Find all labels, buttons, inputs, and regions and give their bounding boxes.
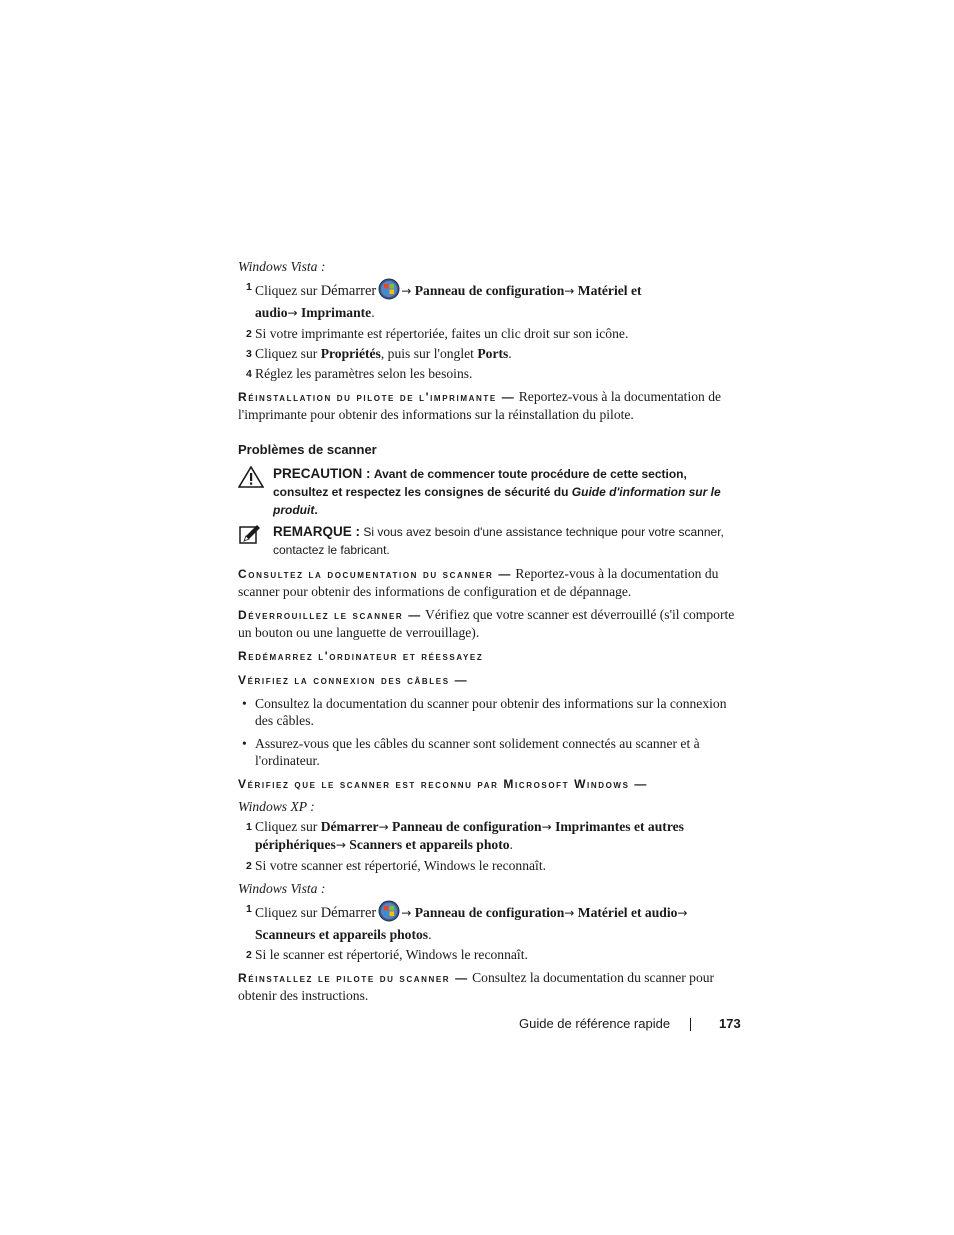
- footer-title: Guide de référence rapide: [519, 1016, 671, 1031]
- vista-lead: Windows Vista :: [238, 259, 326, 274]
- cables-heading: Vérifiez la connexion des câbles —: [238, 673, 469, 687]
- reinstall-scanner-paragraph: Réinstallez le pilote du scanner — Consultez la documentation du scanner pour obtenir des instructions.: [238, 970, 715, 1003]
- page-content: [238, 258, 736, 1004]
- consult-paragraph: Consultez la documentation du scanner — Reportez-vous à la documentation du scanner pour obtenir des informations de configuration et de dépannage.: [238, 566, 719, 599]
- vista-step-1: 1 Cliquez sur Démarrer → Panneau de configuration→ Matériel et audio→ Imprimante.: [238, 278, 736, 322]
- step-number: 1: [246, 281, 252, 293]
- section-title: Problèmes de scanner: [238, 442, 377, 457]
- xp-step-2: 2 Si votre scanner est répertorié, Windows le reconnaît.: [246, 858, 546, 873]
- page-number: 173: [719, 1016, 741, 1031]
- note-pencil-icon: [238, 524, 262, 551]
- recognized-heading: Vérifiez que le scanner est reconnu par Microsoft Windows —: [238, 777, 649, 791]
- reinstall-printer-heading: Réinstallation du pilote de l'imprimante —: [238, 390, 516, 404]
- vista2-step-1: 1 Cliquez sur Démarrer → Panneau de configuration→ Matériel et audio→ Scanneurs et appareils photos.: [238, 900, 736, 943]
- windows-start-orb-icon: [378, 278, 400, 304]
- windows-start-orb-icon: [378, 900, 400, 926]
- restart-heading: Redémarrez l'ordinateur et réessayez: [238, 649, 484, 663]
- footer-divider: [690, 1018, 691, 1031]
- vista2-step-2: 2 Si le scanner est répertorié, Windows le reconnaît.: [246, 947, 528, 962]
- remarque-label: REMARQUE :: [273, 524, 360, 539]
- precaution-label: PRECAUTION :: [273, 466, 371, 481]
- demarrer-label: Démarrer: [320, 283, 377, 299]
- cables-bullet-list: [238, 695, 736, 769]
- vista-step-2: 2 Si votre imprimante est répertoriée, faites un clic droit sur son icône.: [246, 326, 629, 341]
- vista2-lead: Windows Vista :: [238, 881, 326, 896]
- list-item: • Assurez-vous que les câbles du scanner sont solidement connectés au scanner et à l'ordinateur.: [242, 736, 700, 768]
- precaution-notice: PRECAUTION : Avant de commencer toute procédure de cette section, consultez et respectez les consignes de sécurité du Guide d'information sur le produit.: [238, 465, 736, 519]
- xp-lead: Windows XP :: [238, 799, 315, 814]
- vista-step-4: 4 Réglez les paramètres selon les besoins.: [246, 366, 473, 381]
- unlock-paragraph: Déverrouillez le scanner — Vérifiez que votre scanner est déverrouillé (s'il comporte un bouton ou une languette de verrouillage).: [238, 607, 735, 640]
- guide-title: Guide d'information sur le produit: [273, 485, 721, 517]
- list-item: • Consultez la documentation du scanner pour obtenir des informations sur la connexion des câbles.: [242, 696, 727, 728]
- warning-triangle-icon: [238, 466, 264, 493]
- reinstall-printer-paragraph: Réinstallation du pilote de l'imprimante — Reportez-vous à la documentation de l'imprimante pour obtenir des informations sur la réinstallation du pilote.: [238, 389, 722, 422]
- xp-step-1: 1 Cliquez sur Démarrer→ Panneau de configuration→ Imprimantes et autres périphériques→ Scanners et appareils photo.: [246, 819, 684, 852]
- vista-step-3: 3 Cliquez sur Propriétés, puis sur l'onglet Ports.: [246, 346, 512, 361]
- remarque-notice: REMARQUE : Si vous avez besoin d'une assistance technique pour votre scanner, contactez le fabricant.: [238, 523, 736, 559]
